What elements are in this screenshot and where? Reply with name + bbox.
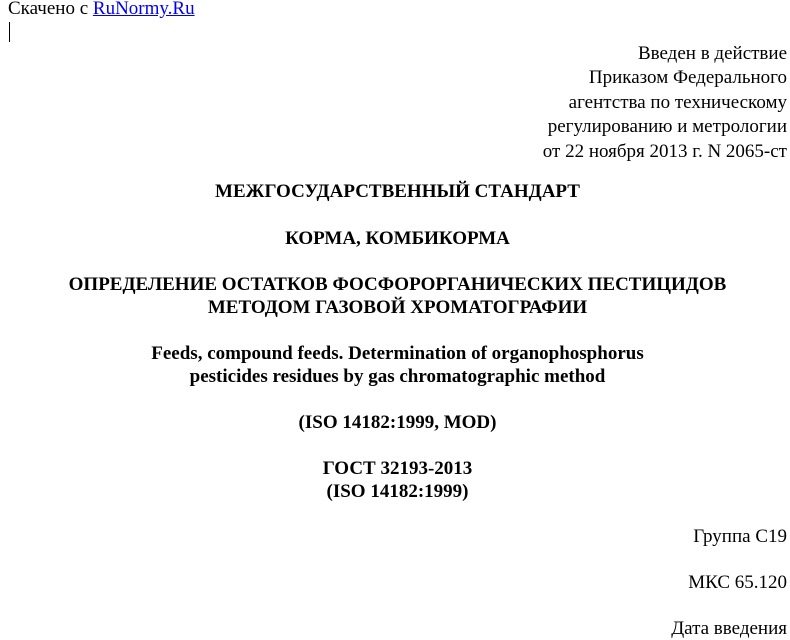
source-prefix: Скачено с xyxy=(8,0,93,19)
mks-code: МКС 65.120 xyxy=(688,572,787,593)
enactment-line: Приказом Федерального xyxy=(588,67,787,89)
source-link[interactable]: RuNormy.Ru xyxy=(92,0,195,19)
standard-name xyxy=(0,273,790,319)
enactment-line: Введен в действие xyxy=(637,43,787,64)
iso-mod-reference: (ISO 14182:1999, MOD) xyxy=(298,412,497,433)
source-line xyxy=(8,0,195,20)
standard-type: МЕЖГОСУДАРСТВЕННЫЙ СТАНДАРТ xyxy=(215,181,580,202)
enactment-line: от 22 ноября 2013 г. N 2065-ст xyxy=(542,140,787,162)
group-code: Группа С19 xyxy=(693,526,787,547)
enactment-note xyxy=(543,42,787,164)
iso-reference: (ISO 14182:1999) xyxy=(326,481,469,502)
english-title xyxy=(0,342,790,388)
english-title-line: pesticides residues by gas chromatographic method xyxy=(189,366,606,387)
standard-subject: КОРМА, КОМБИКОРМА xyxy=(285,228,510,249)
standard-name-line: МЕТОДОМ ГАЗОВОЙ ХРОМАТОГРАФИИ xyxy=(207,297,588,318)
english-title-line: Feeds, compound feeds. Determination of organophosphorus xyxy=(151,343,644,364)
enactment-line: регулированию и метрологии xyxy=(547,116,787,138)
text-cursor xyxy=(9,22,10,42)
date-label: Дата введения xyxy=(671,618,787,639)
gost-number: ГОСТ 32193-2013 xyxy=(322,458,473,479)
enactment-line: агентства по техническому xyxy=(568,91,787,113)
standard-name-line: ОПРЕДЕЛЕНИЕ ОСТАТКОВ ФОСФОРОРГАНИЧЕСКИХ ПЕСТИЦИДОВ xyxy=(68,274,727,295)
gost-designation xyxy=(0,457,790,503)
